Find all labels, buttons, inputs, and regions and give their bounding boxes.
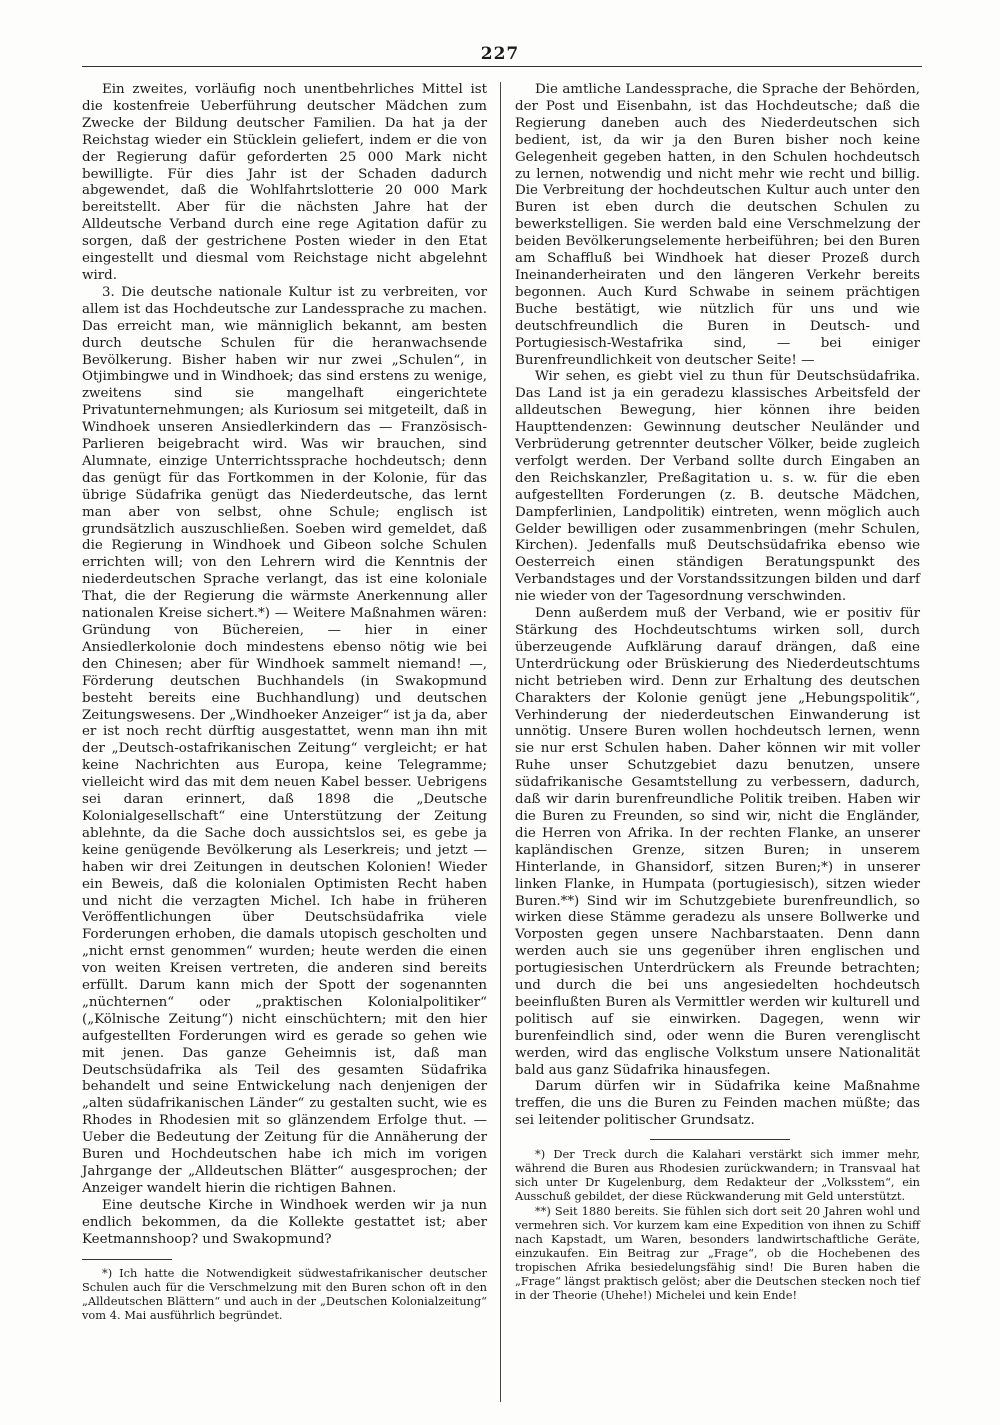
page-number: 227 xyxy=(480,44,520,64)
left-paragraph-3: Eine deutsche Kirche in Windhoek werden wir ja nun endlich bekommen, da die Kollekte gestattet ist; aber Keetmannshoop? und Swakopmund? xyxy=(82,1197,487,1247)
left-paragraph-2: 3. Die deutsche nationale Kultur ist zu verbreiten, vor allem ist das Hochdeutsche zur Landessprache zu machen. Das erreicht man, wie männiglich bekannt, am besten durch deutsche Schulen für die heranwachsende Bevölkerung. Bisher haben wir nur zwei „Schulen“, in Otjimbingwe und in Windhoek; das sind erstens zu wenige, zweitens sind sie mangelhaft eingerichtete Privatunternehmungen; als Kuriosum sei mitgeteilt, daß in Windhoek unseren Ansiedlerkindern das — Französisch-Parlieren beigebracht wird. Was wir brauchen, sind Alumnate, einzige Unterrichtssprache hochdeutsch; denn das genügt für das Fortkommen in der Kolonie, für das übrige Südafrika genügt das Niederdeutsche, das lernt man aber von selbst, ohne Schule; englisch ist grundsätzlich auszuschließen. Soeben wird gemeldet, daß die Regierung in Windhoek und Gibeon solche Schulen errichten will; von den Lehrern wird die Kenntnis der niederdeutschen Sprache verlangt, das ist eine koloniale That, die der Regierung die wärmste Anerkennung aller nationalen Kreise sichert.*) — Weitere Maßnahmen wären: Gründung von Büchereien, — hier in einer Ansiedlerkolonie doch mindestens ebenso nötig wie bei den Chinesen; aber für Windhoek sammelt niemand! —, Förderung deutschen Buchhandels (in Swakopmund besteht bereits eine Buchhandlung) und deutschen Zeitungswesens. Der „Windhoeker Anzeiger“ ist ja da, aber er ist noch recht dürftig ausgestattet, wenn man ihn mit der „Deutsch-ostafrikanischen Zeitung“ vergleicht; er hat keine Nachrichten aus Europa, keine Telegramme; vielleicht wird das mit dem neuen Kabel besser. Uebrigens sei daran erinnert, daß 1898 die „Deutsche Kolonialgesellschaft“ eine Unterstützung der Zeitung ablehnte, da die Sache doch aussichtslos sei, es gebe ja keine genügende Bevölkerung als Leserkreis; und jetzt — haben wir drei Zeitungen in deutschen Kolonien! Wieder ein Beweis, daß die kolonialen Optimisten Recht haben und nicht die verzagten Michel. Ich habe in früheren Veröffentlichungen über Deutschsüdafrika viele Forderungen erhoben, die damals utopisch gescholten und „nicht ernst genommen“ wurden; heute werden die einen von weiten Kreisen vertreten, die anderen sind bereits erfüllt. Darum kann mich der Spott der sogenannten „nüchternen“ oder „praktischen Kolonialpolitiker“ („Kölnische Zeitung“) nicht einschüchtern; mit den hier aufgestellten Forderungen wird es gerade so gehen wie mit jenen. Das ganze Geheimnis ist, daß man Deutschsüdafrika als Teil des gesamten Südafrika behandelt und seine Entwickelung nach denjenigen der „alten südafrikanischen Länder“ zu gestalten sucht, wie es Rhodes in Rhodesien mit so glänzendem Erfolge thut. — Ueber die Bedeutung der Zeitung für die Annäherung der Buren und Hochdeutschen habe ich mich im vorigen Jahrgange der „Alldeutschen Blätter“ ausgesprochen; der Anzeiger wandelt hierin die richtigen Bahnen. xyxy=(82,284,487,1196)
right-footnote-2: **) Seit 1880 bereits. Sie fühlen sich dort seit 20 Jahren wohl und vermehren sich. Vor kurzem kam eine Expedition von ihnen zu Schiff nach Kapstadt, um Waren, besonders landwirtschaftliche Geräte, einzukaufen. Ein Beitrag zur „Frage“, ob die Hochebenen des tropischen Afrika besiedelungsfähig sind! Die Buren haben die „Frage“ längst praktisch gelöst; aber die Deutschen stecken noch tief in der Theorie (Uhehe!) Michelei und kein Ende! xyxy=(515,1203,920,1303)
right-paragraph-1: Die amtliche Landessprache, die Sprache der Behörden, der Post und Eisenbahn, ist das Hochdeutsche; daß die Regierung daneben auch des Niederdeutschen sich bedient, ist, da wir ja den Buren bisher noch keine Gelegenheit gegeben hatten, in den Schulen hochdeutsch zu lernen, notwendig und nicht mehr wie recht und billig. Die Verbreitung der hochdeutschen Kultur auch unter den Buren ist eben durch die deutschen Schulen zu bewerkstelligen. Sie werden bald eine Verschmelzung der beiden Bevölkerungselemente herbeiführen; bei den Buren am Schaffluß bei Windhoek hat dieser Prozeß durch Ineinanderheiraten und den längeren Verkehr bereits begonnen. Auch Kurd Schwabe in seinem prächtigen Buche bestätigt, wie nützlich für uns und wie deutschfreundlich die Buren in Deutsch- und Portugiesisch-Westafrika sind, — bei einiger Burenfreundlichkeit von deutscher Seite! — xyxy=(515,82,920,368)
right-column xyxy=(515,82,920,1302)
right-paragraph-4: Darum dürfen wir in Südafrika keine Maßnahme treffen, die uns die Buren zu Feinden machen müßte; das sei leitender politischer Grundsatz. xyxy=(515,1079,920,1129)
left-footnote-rule xyxy=(82,1259,172,1260)
right-footnotes xyxy=(515,1147,920,1302)
right-footnote-1: *) Der Treck durch die Kalahari verstärkt sich immer mehr, während die Buren aus Rhodesien zurückwandern; in Transvaal hat sich unter Dr Kugelenburg, dem Redakteur der „Volksstem“, ein Ausschuß gebildet, der diese Rückwanderung mit Geld unterstützt. xyxy=(515,1147,920,1204)
column-divider xyxy=(500,82,501,1402)
right-footnote-rule xyxy=(650,1139,790,1140)
header-rule xyxy=(82,66,922,67)
right-paragraph-3: Denn außerdem muß der Verband, wie er positiv für Stärkung des Hochdeutschtums wirken soll, durch überzeugende Aufklärung darauf drängen, daß eine Unterdrückung oder Brüskierung des Niederdeutschtums nicht betrieben wird. Denn zur Erhaltung des deutschen Charakters der Kolonie genügt jene „Hebungspolitik“, Verhinderung der niederdeutschen Einwanderung ist unnötig. Unsere Buren wollen hochdeutsch lernen, wenn sie nur erst Schulen haben. Daher können wir mit voller Ruhe unser Schutzgebiet dazu benutzen, unsere südafrikanische Gesamtstellung zu verbessern, dadurch, daß wir darin burenfreundliche Politik treiben. Haben wir die Buren zu Freunden, so sind wir, nicht die Engländer, die Herren von Afrika. In der rechten Flanke, an unserer kapländischen Grenze, sitzen Buren; in unserem Hinterlande, in Ghansidorf, sitzen Buren;*) in unserer linken Flanke, in Humpata (portugiesisch), sitzen wieder Buren.**) Sind wir im Schutzgebiete burenfreundlich, so wirken diese Stämme geradezu als unsere Bollwerke und Vorposten gegen unsere Nachbarstaaten. Denn dann werden auch sie uns gegenüber ihren englischen und portugiesischen Unterdrückern als Freunde betrachten; und durch die bei uns angesiedelten hochdeutsch beeinflußten Buren als Vermittler werden wir kulturell und politisch auf sie einwirken. Dagegen, wenn wir burenfeindlich sind, oder wenn die Buren verenglischt werden, wird das englische Volkstum unsere Nationalität bald aus ganz Südafrika hinausfegen. xyxy=(515,606,920,1078)
left-footnote: *) Ich hatte die Notwendigkeit südwestafrikanischer deutscher Schulen auch für die Verschmelzung mit den Buren schon oft in den „Alldeutschen Blättern“ und auch in der „Deutschen Kolonialzeitung“ vom 4. Mai ausführlich begründet. xyxy=(82,1265,487,1322)
left-column xyxy=(82,82,487,1322)
left-paragraph-1: Ein zweites, vorläufig noch unentbehrliches Mittel ist die kostenfreie Ueberführung deutscher Mädchen zum Zwecke der Bildung deutscher Familien. Da hat ja der Reichstag wieder ein Stücklein geliefert, indem er die von der Regierung dafür geforderten 25 000 Mark nicht bewilligte. Für dies Jahr ist der Schaden dadurch abgewendet, daß die Wohlfahrtslotterie 20 000 Mark bereitstellt. Aber für die nächsten Jahre hat der Alldeutsche Verband durch eine rege Agitation dafür zu sorgen, daß der gestrichene Posten wieder in den Etat eingestellt und diesmal vom Reichstage nicht abgelehnt wird. xyxy=(82,82,487,283)
right-paragraph-2: Wir sehen, es giebt viel zu thun für Deutschsüdafrika. Das Land ist ja ein geradezu klassisches Arbeitsfeld der alldeutschen Bewegung, hier können ihre beiden Haupttendenzen: Gewinnung deutscher Neuländer und Verbrüderung getrennter deutscher Völker, beide zugleich verfolgt werden. Der Verband sollte durch Eingaben an den Reichskanzler, Preßagitation u. s. w. für die eben aufgestellten Forderungen (z. B. deutsche Mädchen, Dampferlinien, Landpolitik) eintreten, wenn möglich auch Gelder bewilligen oder zusammenbringen (mehr Schulen, Kirchen). Jedenfalls muß Deutschsüdafrika ebenso wie Oesterreich einen ständigen Beratungspunkt des Verbandstages und der Vorstandssitzungen bilden und darf nie wieder von der Tagesordnung verschwinden. xyxy=(515,369,920,605)
left-footnotes xyxy=(82,1266,487,1322)
